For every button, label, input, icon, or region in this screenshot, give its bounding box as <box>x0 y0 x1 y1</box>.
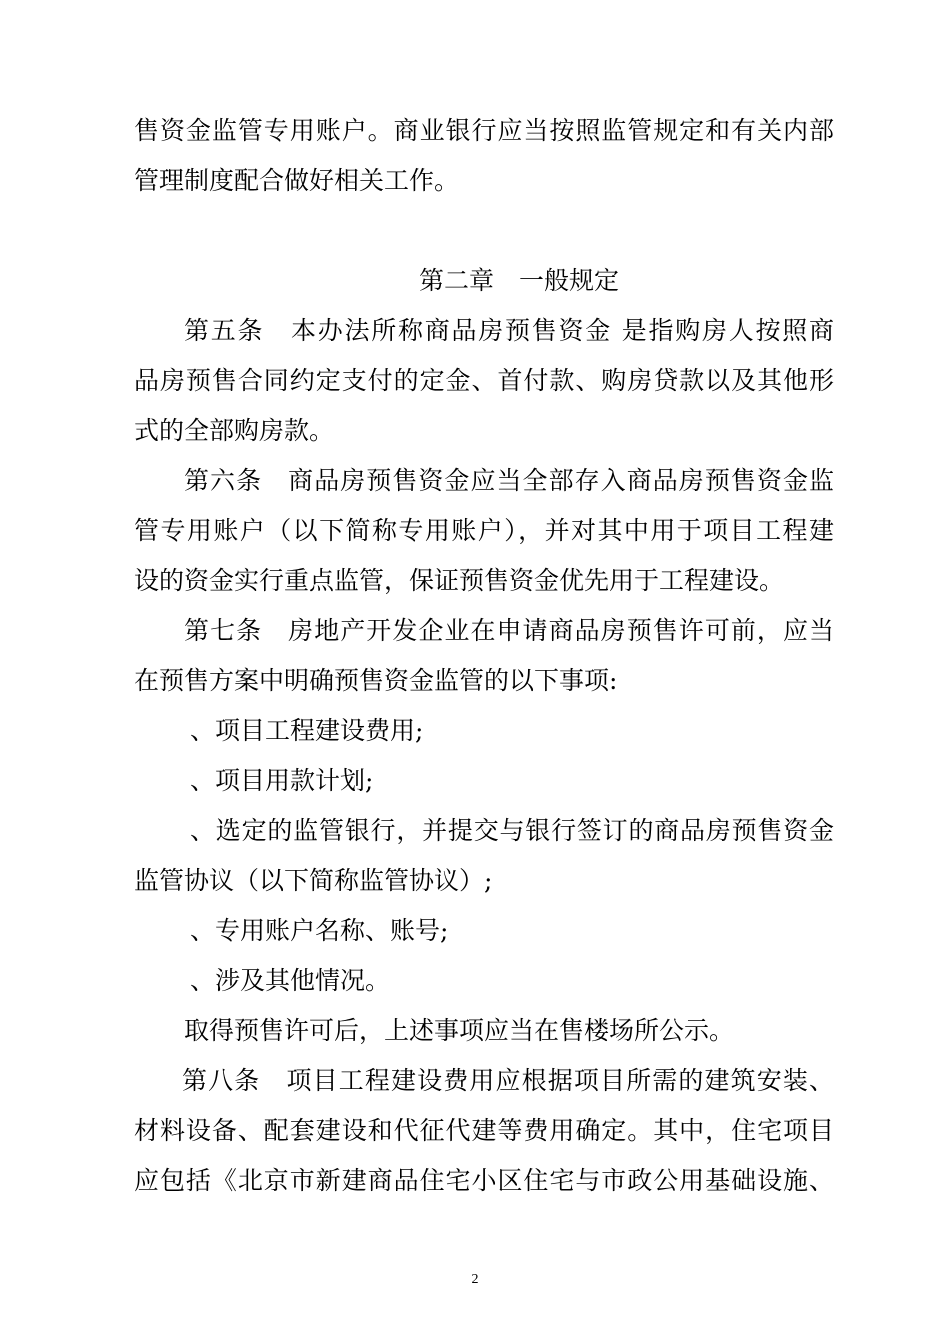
page-number: 2 <box>471 1272 479 1287</box>
list-item: 、选定的监管银行，并提交与银行签订的商品房预售资金 <box>190 816 834 845</box>
article-8-line: 材料设备、配套建设和代征代建等费用确定。其中，住宅项目 <box>134 1116 834 1145</box>
article-7-line: 第七条 房地产开发企业在申请商品房预售许可前，应当 <box>184 616 834 645</box>
list-item: 、专用账户名称、账号; <box>190 916 449 945</box>
text-line: 售资金监管专用账户。商业银行应当按照监管规定和有关内部 <box>134 116 834 145</box>
article-8-line: 应包括《北京市新建商品住宅小区住宅与市政公用基础设施、 <box>134 1166 834 1195</box>
article-7-line: 在预售方案中明确预售资金监管的以下事项: <box>134 666 618 695</box>
paragraph-line: 取得预售许可后，上述事项应当在售楼场所公示。 <box>184 1016 735 1045</box>
chapter-heading: 第二章 一般规定 <box>418 266 619 295</box>
list-item: 、涉及其他情况。 <box>190 966 391 995</box>
document-body <box>134 106 834 1206</box>
list-item-continuation: 监管协议（以下简称监管协议）; <box>134 866 493 895</box>
article-5-line: 第五条 本办法所称商品房预售资金 是指购房人按照商 <box>184 316 834 345</box>
article-6-line: 设的资金实行重点监管，保证预售资金优先用于工程建设。 <box>134 566 785 595</box>
blank-line <box>134 206 834 256</box>
article-5-line: 品房预售合同约定支付的定金、首付款、购房贷款以及其他形 <box>134 366 834 395</box>
list-item: 、项目工程建设费用; <box>190 716 424 745</box>
text-line: 管理制度配合做好相关工作。 <box>134 166 460 195</box>
article-8-line: 第八条 项目工程建设费用应根据项目所需的建筑安装、 <box>182 1066 834 1095</box>
article-6-line: 管专用账户（以下简称专用账户），并对其中用于项目工程建 <box>134 516 834 545</box>
list-item: 、项目用款计划; <box>190 766 374 795</box>
article-5-line: 式的全部购房款。 <box>134 416 335 445</box>
article-6-line: 第六条 商品房预售资金应当全部存入商品房预售资金监 <box>184 466 834 495</box>
